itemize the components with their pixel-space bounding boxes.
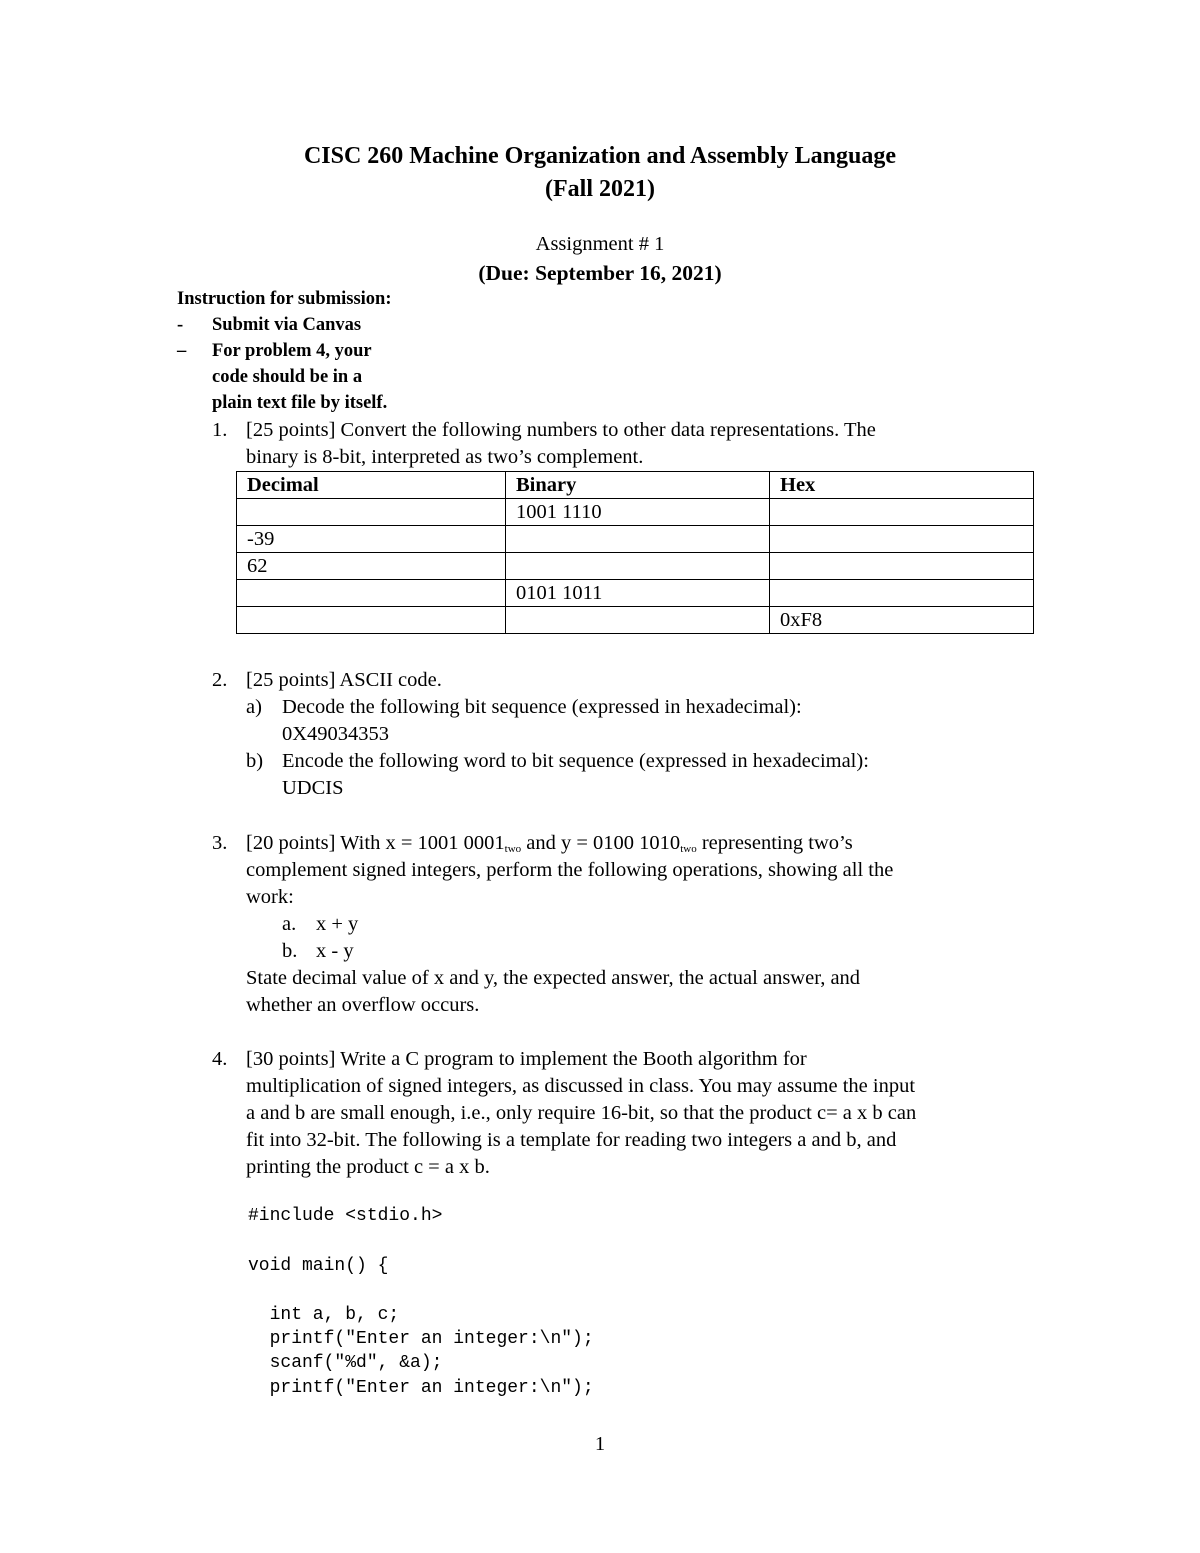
table-cell (506, 526, 770, 553)
problem-1-line2: binary is 8-bit, interpreted as two’s complement. (246, 446, 644, 468)
problem-1 (0, 417, 1200, 471)
part-b-expr: x - y (316, 940, 354, 962)
table-row (237, 580, 1034, 607)
table-header: Decimal (237, 472, 506, 499)
problem-3 (0, 830, 1200, 1020)
problem-3-line2: complement signed integers, perform the following operations, showing all the (246, 859, 894, 881)
problem-4-line: printing the product c = a x b. (246, 1156, 490, 1178)
code-line: printf("Enter an integer:\n"); (248, 1329, 594, 1349)
part-a-text: Decode the following bit sequence (expressed in hexadecimal): (282, 696, 802, 718)
table-cell: 1001 1110 (506, 499, 770, 526)
table-cell (770, 553, 1034, 580)
problem-4-number: 4. (212, 1048, 228, 1070)
table-cell (506, 607, 770, 634)
table-cell (237, 499, 506, 526)
problem-4-line: fit into 32-bit. The following is a template for reading two integers a and b, and (246, 1129, 897, 1151)
part-b-label: b. (282, 940, 298, 962)
table-cell (237, 607, 506, 634)
problem-1-number: 1. (212, 419, 228, 441)
code-line: scanf("%d", &a); (248, 1353, 443, 1373)
part-b-value: UDCIS (282, 777, 344, 799)
problem-3-line3: work: (246, 886, 294, 908)
instructions-heading: Instruction for submission: (177, 289, 392, 309)
problem-3-line1: [20 points] With x = 1001 $0001_{two}$ and y = 0100 $1010_{two}$ representing two’s (246, 832, 853, 855)
course-title: CISC 260 Machine Organization and Assembly Language (303, 143, 897, 169)
part-b-text: Encode the following word to bit sequence (expressed in hexadecimal): (282, 750, 869, 772)
problem-2-number: 2. (212, 669, 228, 691)
table-row (237, 499, 1034, 526)
part-a-expr: x + y (316, 913, 359, 935)
part-a-label: a. (282, 913, 297, 935)
table-row (237, 526, 1034, 553)
problem-3-line5: whether an overflow occurs. (246, 994, 480, 1016)
table-cell (770, 499, 1034, 526)
problem-4-line: multiplication of signed integers, as discussed in class. You may assume the input (246, 1075, 916, 1097)
table-header: Binary (506, 472, 770, 499)
code-line: void main() { (248, 1256, 389, 1276)
table-row (237, 553, 1034, 580)
table-cell (237, 580, 506, 607)
table-header: Hex (770, 472, 1034, 499)
code-line: int a, b, c; (248, 1305, 400, 1325)
problem-4-line: a and b are small enough, i.e., only require 16-bit, so that the product c= a x b can (246, 1102, 917, 1124)
table-header-row (237, 472, 1034, 499)
code-line: #include <stdio.h> (248, 1206, 443, 1226)
table-cell: 62 (237, 553, 506, 580)
table-cell: -39 (237, 526, 506, 553)
instructions (177, 286, 392, 413)
problem-4 (0, 1046, 1200, 1186)
due-date: (Due: September 16, 2021) (478, 261, 722, 285)
page-number: 1 (594, 1433, 606, 1455)
table-cell (770, 580, 1034, 607)
problem-4-line: [30 points] Write a C program to implement the Booth algorithm for (246, 1048, 807, 1070)
problem-2 (0, 667, 1200, 802)
conversion-table (236, 471, 1034, 634)
code-line: printf("Enter an integer:\n"); (248, 1378, 594, 1398)
table-row (237, 607, 1034, 634)
instruction-item: – For problem 4, your code should be in a plain text file by itself. (177, 341, 388, 413)
term: (Fall 2021) (545, 176, 655, 202)
problem-3-line4: State decimal value of x and y, the expected answer, the actual answer, and (246, 967, 861, 989)
problem-2-title: [25 points] ASCII code. (246, 669, 442, 691)
instruction-item: - Submit via Canvas (177, 315, 362, 335)
part-a-label: a) (246, 696, 262, 718)
assignment-number: Assignment # 1 (535, 233, 665, 255)
table-cell: 0xF8 (770, 607, 1034, 634)
part-b-label: b) (246, 750, 264, 772)
problem-3-number: 3. (212, 832, 228, 854)
problem-1-line1: [25 points] Convert the following numbers to other data representations. The (246, 419, 876, 441)
table-cell: 0101 1011 (506, 580, 770, 607)
table-cell (770, 526, 1034, 553)
part-a-value: 0X49034353 (282, 723, 390, 745)
table-cell (506, 553, 770, 580)
